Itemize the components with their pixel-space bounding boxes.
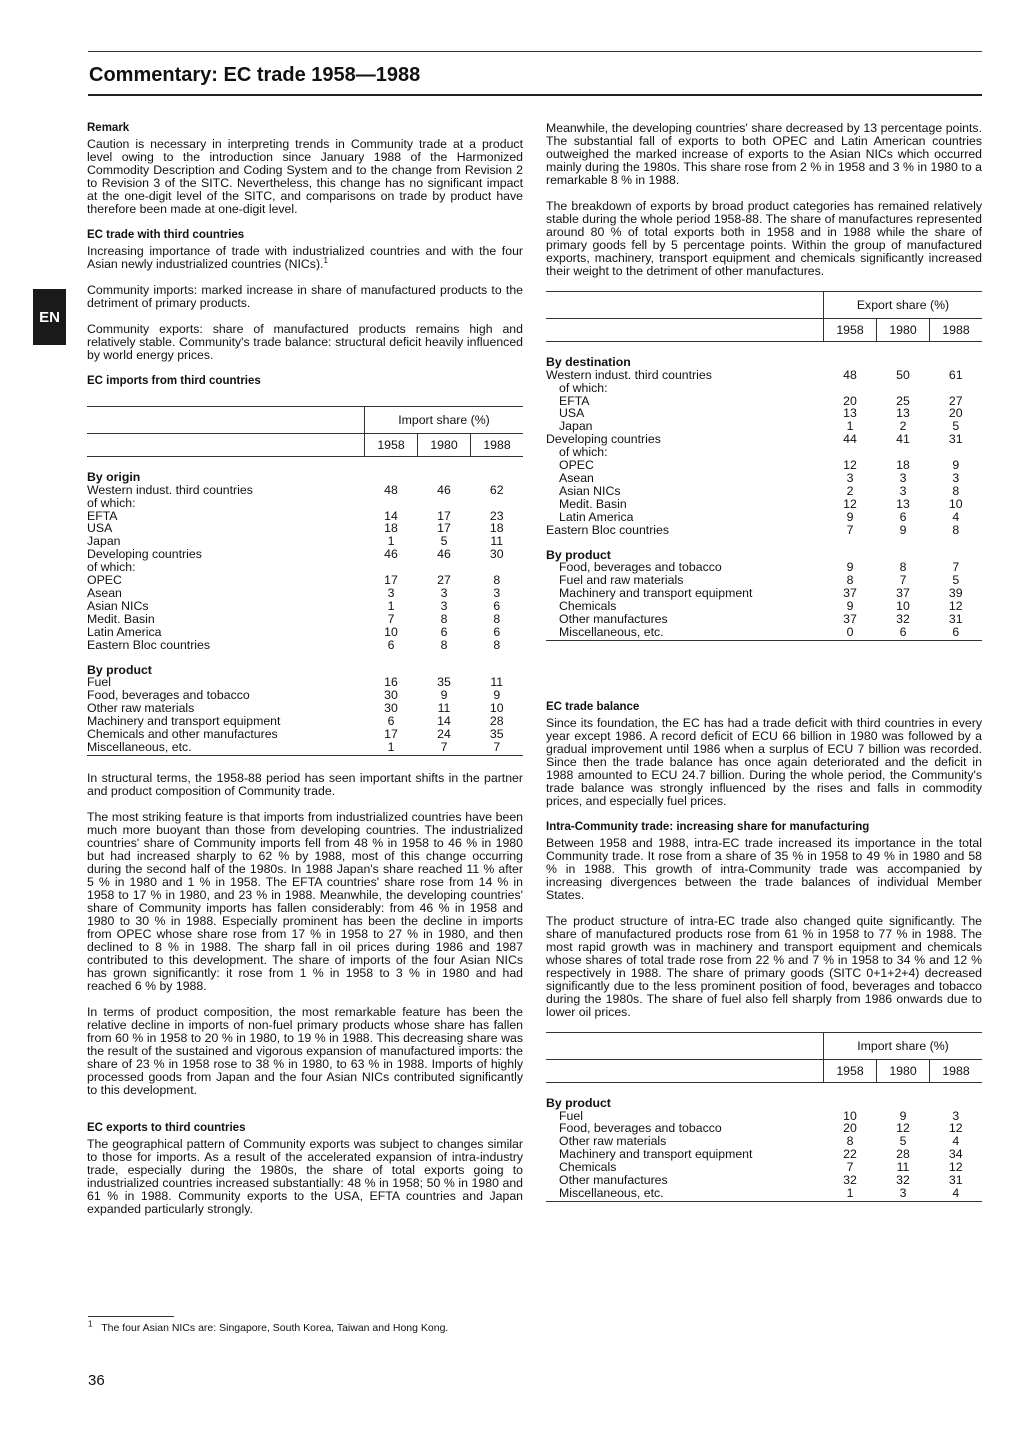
cell-value: 18 xyxy=(384,521,398,536)
row-label: Latin America xyxy=(87,624,162,639)
cell-value: 2 xyxy=(899,419,907,434)
row-label: Food, beverages and tobacco xyxy=(559,1121,722,1136)
cell-value: 18 xyxy=(489,521,504,536)
cell-value: 6 xyxy=(493,624,501,639)
table-row xyxy=(87,574,523,587)
row-label: Medit. Basin xyxy=(87,611,155,626)
cell-value: 5 xyxy=(952,419,960,434)
imports-table xyxy=(87,406,523,756)
cell-value xyxy=(418,497,471,510)
cell-value: 48 xyxy=(384,482,398,497)
year-header: 1958 xyxy=(824,318,877,341)
cell-value: 17 xyxy=(384,727,398,742)
left-column xyxy=(87,122,523,1229)
cell-value: 3 xyxy=(440,598,448,613)
year-header: 1980 xyxy=(418,433,471,456)
meanwhile-paragraph: Meanwhile, the developing countries' share decreased by 13 percentage points. The substantial fall of exports to both OPEC and Latin American countries outweighed the marked increase of exports to the Asian NICs which occurred mainly during the 1980s. This share rose from 2 % in 1958 and 3 % in 1980 to a remarkable 8 % in 1988. xyxy=(546,121,982,187)
year-header: 1988 xyxy=(930,1059,983,1082)
table-row xyxy=(87,548,523,561)
table-row xyxy=(546,433,982,446)
cell-value: 7 xyxy=(846,522,854,537)
imports-heading: EC imports from third countries xyxy=(87,375,261,387)
table-row xyxy=(546,446,982,459)
cell-value: 14 xyxy=(384,508,398,523)
section-title: By product xyxy=(546,547,611,562)
structural-paragraph: In structural terms, the 1958-88 period has seen important shifts in the partner and product composition of Community trade. xyxy=(87,770,523,798)
cell-value: 61 xyxy=(948,367,963,382)
cell-value: 30 xyxy=(489,547,504,562)
row-label: Eastern Bloc countries xyxy=(546,522,670,537)
intra-trade-table xyxy=(546,1032,982,1202)
row-label: Western indust. third countries xyxy=(546,367,712,382)
cell-value: 1 xyxy=(387,534,395,549)
table-row xyxy=(87,561,523,574)
cell-value: 48 xyxy=(843,367,857,382)
row-label: EFTA xyxy=(87,508,118,523)
cell-value: 3 xyxy=(846,470,854,485)
cell-value: 32 xyxy=(896,612,910,627)
cell-value: 4 xyxy=(952,1134,960,1149)
cell-value: 7 xyxy=(846,1160,854,1175)
cell-value: 37 xyxy=(843,612,857,627)
cell-value: 20 xyxy=(843,393,857,408)
cell-value: 8 xyxy=(440,637,448,652)
row-label: Machinery and transport equipment xyxy=(559,1147,753,1162)
table-row xyxy=(87,484,523,497)
cell-value: 62 xyxy=(489,482,504,497)
row-label: Developing countries xyxy=(87,547,202,562)
trade-balance-paragraph: Since its foundation, the EC has had a trade deficit with third countries in every year except 1986. A record deficit of ECU 66 billion in 1980 was followed by a gradual improvement until 1986 when a surplus of ECU 7 billion was recorded. Since then the trade balance has once again deteriorated and the deficit in 1988 amounted to ECU 24.7 billion. During the whole period, the Community's trade balance was strongly influenced by the rises and falls in commodity prices, and especially fuel prices. xyxy=(546,715,982,808)
year-header: 1980 xyxy=(877,1059,930,1082)
row-label: of which: xyxy=(87,560,136,575)
cell-value: 9 xyxy=(899,1108,907,1123)
table-row xyxy=(546,524,982,537)
year-header: 1958 xyxy=(365,433,418,456)
table-row xyxy=(87,587,523,600)
cell-value: 10 xyxy=(489,701,504,716)
row-label: of which: xyxy=(559,380,608,395)
cell-value: 8 xyxy=(952,483,960,498)
table-header: Import share (%) xyxy=(824,1033,983,1059)
cell-value: 5 xyxy=(952,573,960,588)
cell-value: 31 xyxy=(948,1173,963,1188)
row-label: Fuel xyxy=(87,675,111,690)
row-label: Asian NICs xyxy=(87,598,149,613)
cell-value: 17 xyxy=(437,508,451,523)
cell-value: 24 xyxy=(437,727,451,742)
cell-value: 4 xyxy=(930,1187,983,1201)
product-structure-paragraph: The product structure of intra-EC trade also changed quite significantly. The share of manufactured products rose from 61 % in 1958 to 77 % in 1988. The most rapid growth was in machinery and transport equipment and chemicals whose shares of total trade rose from 22 % and 7 % in 1958 to 34 % and 12 % respectively in 1988. The share of primary goods (SITC 0+1+2+4) decreased significantly due to the less prominent position of food, beverages and tobacco during the 1980s. The share of fuel also fell sharply from 1986 onwards due to lower oil prices. xyxy=(546,913,982,1019)
cell-value xyxy=(824,382,877,395)
cell-value: 27 xyxy=(948,393,963,408)
row-label: Miscellaneous, etc. xyxy=(546,626,824,640)
row-label: Food, beverages and tobacco xyxy=(559,560,722,575)
cell-value: 6 xyxy=(387,714,395,729)
cell-value: 22 xyxy=(843,1147,857,1162)
cell-value: 11 xyxy=(896,1160,910,1175)
third-countries-heading: EC trade with third countries xyxy=(87,229,245,241)
cell-value: 8 xyxy=(493,637,501,652)
cell-value: 9 xyxy=(899,522,907,537)
row-label: Chemicals xyxy=(559,1160,617,1175)
striking-paragraph: The most striking feature is that imports from industrialized countries have been much more buoyant than those from developing countries. The industrialized countries' share of Community imports fell from 48 % in 1958 to 46 % in 1980 but had increased sharply to 62 % by 1988, most of this change occurring during the second half of the 1980s. In 1988 Japan's share reached 11 % after 5 % in 1980 and 1 % in 1958. The EFTA countries' share rose from 14 % in 1958 to 17 % in 1980, and 23 % in 1988. Meanwhile, the developing countries' share of Community imports has fallen considerably: from 46 % in 1958 and 1980 to 30 % in 1988. Especially prominent has been the decline in imports from OPEC whose share rose from 17 % in 1958 to 27 % in 1980, and then declined to 8 % in 1988. The sharp fall in oil prices during 1986 and 1987 contributed to this development. The share of imports of the four Asian NICs has grown significantly: it rose from 1 % in 1958 to 3 % in 1980 and had reached 6 % by 1988. xyxy=(87,809,523,993)
cell-value: 10 xyxy=(384,624,398,639)
third-countries-text xyxy=(87,245,523,271)
row-label: Fuel xyxy=(559,1108,583,1123)
table-row xyxy=(87,626,523,639)
table-row xyxy=(87,497,523,510)
table-row xyxy=(546,498,982,511)
footnote-ref: 1 xyxy=(323,255,328,265)
cell-value: 37 xyxy=(896,586,910,601)
row-label: Miscellaneous, etc. xyxy=(546,1187,824,1201)
cell-value xyxy=(365,497,418,510)
cell-value: 1 xyxy=(387,598,395,613)
cell-value: 11 xyxy=(437,701,451,716)
cell-value: 11 xyxy=(490,675,504,690)
year-header: 1980 xyxy=(877,318,930,341)
cell-value: 8 xyxy=(899,560,907,575)
cell-value: 20 xyxy=(843,1121,857,1136)
header-rule-top xyxy=(88,51,982,52)
cell-value: 11 xyxy=(490,534,504,549)
third-countries-sentence: Increasing importance of trade with industrialized countries and with the four Asian newly industrialized countries (NICs). xyxy=(87,244,523,271)
row-label: USA xyxy=(87,521,113,536)
cell-value xyxy=(471,497,524,510)
row-label: Asian NICs xyxy=(559,483,621,498)
exports-summary: Community exports: share of manufactured products remains high and relatively stable. Community's trade balance: structural deficit heavily influenced by world energy prices. xyxy=(87,322,523,362)
cell-value: 12 xyxy=(948,599,963,614)
cell-value: 13 xyxy=(896,406,910,421)
table-row xyxy=(87,728,523,741)
cell-value: 28 xyxy=(489,714,504,729)
table-row xyxy=(87,741,523,755)
cell-value: 8 xyxy=(952,522,960,537)
cell-value: 3 xyxy=(899,470,907,485)
cell-value xyxy=(930,382,983,395)
cell-value: 0 xyxy=(824,626,877,640)
cell-value: 8 xyxy=(846,1134,854,1149)
page-number: 36 xyxy=(88,1372,105,1389)
intra-community-paragraph: Between 1958 and 1988, intra-EC trade increased its importance in the total Community trade. It rose from a share of 35 % in 1958 to 49 % in 1980 and 58 % in 1988. This growth of intra-Community trade was accompanied by increasing divergences between the trade balances of individual Member States. xyxy=(546,835,982,902)
cell-value: 46 xyxy=(437,547,451,562)
table-row xyxy=(87,522,523,535)
row-label: Developing countries xyxy=(546,432,661,447)
table-row xyxy=(546,395,982,408)
cell-value: 31 xyxy=(948,432,963,447)
cell-value: 3 xyxy=(387,585,395,600)
table-row xyxy=(546,407,982,420)
table-row xyxy=(87,613,523,626)
cell-value: 9 xyxy=(952,458,960,473)
breakdown-paragraph: The breakdown of exports by broad product categories has remained relatively stable during the whole period 1958-88. The share of manufactures represented around 80 % of total exports both in 1958 and in 1988 while the share of primary goods fell by 5 percentage points. Within the group of manufactured exports, machinery, transport equipment and chemicals significantly increased their weight to the detriment of other manufactures. xyxy=(546,199,982,278)
remark-text: Caution is necessary in interpreting trends in Community trade at a product level owing to the introduction since January 1988 of the Harmonized Commodity Description and Coding System and to the change from Revision 2 to Revision 3 of the SITC. Nevertheless, this change has no significant impact at the one-digit level of the SITC, and comparisons on trade by product have therefore been made at one-digit level. xyxy=(87,137,523,216)
cell-value: 3 xyxy=(440,585,448,600)
cell-value: 37 xyxy=(843,586,857,601)
table-row xyxy=(546,613,982,626)
cell-value: 39 xyxy=(948,586,963,601)
row-label: Western indust. third countries xyxy=(87,482,253,497)
exports-table xyxy=(546,291,982,641)
row-label: Japan xyxy=(559,419,593,434)
row-label: Japan xyxy=(87,534,121,549)
cell-value: 35 xyxy=(437,675,451,690)
cell-value: 13 xyxy=(843,406,857,421)
cell-value: 9 xyxy=(440,688,448,703)
language-tab: EN xyxy=(33,289,66,345)
cell-value: 28 xyxy=(896,1147,910,1162)
table-row xyxy=(546,626,982,640)
cell-value: 9 xyxy=(493,688,501,703)
cell-value: 3 xyxy=(899,483,907,498)
product-paragraph: In terms of product composition, the most remarkable feature has been the relative decline in imports of non-fuel primary products whose share has fallen from 60 % in 1958 to 20 % in 1980, to 19 % in 1988. This decreasing share was the result of the sustained and vigorous expansion of manufactured imports: the share of 23 % in 1958 rose to 38 % in 1980, to 63 % in 1988. Imports of highly processed goods from Japan and the four Asian NICs contributed significantly to this development. xyxy=(87,1004,523,1097)
cell-value: 32 xyxy=(843,1173,857,1188)
section-title: By product xyxy=(546,1095,611,1110)
row-label: Medit. Basin xyxy=(559,496,627,511)
cell-value: 12 xyxy=(843,496,857,511)
table-header: Import share (%) xyxy=(365,407,524,433)
cell-value: 6 xyxy=(440,624,448,639)
section-title: By product xyxy=(87,662,152,677)
cell-value: 30 xyxy=(384,688,398,703)
row-label: Asean xyxy=(87,585,122,600)
cell-value: 10 xyxy=(896,599,910,614)
section-title: By destination xyxy=(546,354,631,369)
footnote-rule xyxy=(88,1316,174,1317)
cell-value: 9 xyxy=(846,599,854,614)
row-label: Food, beverages and tobacco xyxy=(87,688,250,703)
row-label: USA xyxy=(559,406,585,421)
header-rule-bottom xyxy=(88,94,982,96)
cell-value: 27 xyxy=(437,573,451,588)
row-label: of which: xyxy=(87,495,136,510)
cell-value: 30 xyxy=(384,701,398,716)
row-label: Other raw materials xyxy=(559,1134,667,1149)
row-label: Chemicals xyxy=(559,599,617,614)
cell-value: 2 xyxy=(846,483,854,498)
cell-value: 50 xyxy=(896,367,910,382)
cell-value: 8 xyxy=(846,573,854,588)
cell-value: 17 xyxy=(437,521,451,536)
row-label: OPEC xyxy=(559,458,594,473)
table-row xyxy=(87,639,523,652)
row-label: Fuel and raw materials xyxy=(559,573,684,588)
cell-value: 12 xyxy=(948,1160,963,1175)
cell-value: 20 xyxy=(948,406,963,421)
imports-summary: Community imports: marked increase in share of manufactured products to the detriment of primary products. xyxy=(87,283,523,310)
cell-value: 9 xyxy=(846,560,854,575)
row-label: Other manufactures xyxy=(559,1173,668,1188)
year-header: 1988 xyxy=(930,318,983,341)
cell-value: 1 xyxy=(824,1187,877,1201)
row-label: OPEC xyxy=(87,573,122,588)
table-row xyxy=(546,485,982,498)
footnote-mark: 1 xyxy=(88,1319,93,1329)
cell-value: 7 xyxy=(899,573,907,588)
cell-value: 9 xyxy=(846,509,854,524)
row-label: Asean xyxy=(559,470,594,485)
table-row xyxy=(546,511,982,524)
row-label: EFTA xyxy=(559,393,590,408)
cell-value: 41 xyxy=(896,432,910,447)
exports-paragraph: The geographical pattern of Community exports was subject to changes similar to those for imports. As a result of the accelerated expansion of intra-industry trade, especially during the 1980s, the share of total exports going to industrialized countries increased substantially: 48 % in 1958; 50 % in 1980 and 61 % in 1988. Community exports to the USA, EFTA countries and Japan expanded particularly strongly. xyxy=(87,1136,523,1216)
cell-value: 7 xyxy=(471,741,524,755)
section-title: By origin xyxy=(87,469,141,484)
cell-value: 7 xyxy=(387,611,395,626)
cell-value: 12 xyxy=(843,458,857,473)
cell-value: 8 xyxy=(440,611,448,626)
cell-value: 17 xyxy=(384,573,398,588)
year-header: 1958 xyxy=(824,1059,877,1082)
row-label: Latin America xyxy=(559,509,634,524)
cell-value: 16 xyxy=(384,675,398,690)
row-label: Machinery and transport equipment xyxy=(87,714,281,729)
table-row xyxy=(87,600,523,613)
row-label: Eastern Bloc countries xyxy=(87,637,211,652)
cell-value: 34 xyxy=(948,1147,963,1162)
cell-value: 8 xyxy=(493,573,501,588)
cell-value xyxy=(877,382,930,395)
cell-value: 5 xyxy=(440,534,448,549)
footnote xyxy=(88,1319,449,1335)
table-row xyxy=(546,369,982,382)
cell-value: 1 xyxy=(846,419,854,434)
cell-value: 14 xyxy=(437,714,451,729)
cell-value: 46 xyxy=(384,547,398,562)
row-label: Chemicals and other manufactures xyxy=(87,727,278,742)
cell-value: 6 xyxy=(899,509,907,524)
cell-value: 6 xyxy=(387,637,395,652)
cell-value: 3 xyxy=(493,585,501,600)
cell-value: 6 xyxy=(877,626,930,640)
cell-value: 8 xyxy=(493,611,501,626)
remark-heading: Remark xyxy=(87,122,130,134)
row-label: Other manufactures xyxy=(559,612,668,627)
trade-balance-heading: EC trade balance xyxy=(546,700,640,713)
cell-value: 1 xyxy=(365,741,418,755)
row-label: Machinery and transport equipment xyxy=(559,586,753,601)
exports-heading: EC exports to third countries xyxy=(87,1121,246,1134)
cell-value: 6 xyxy=(493,598,501,613)
cell-value: 7 xyxy=(952,560,960,575)
cell-value: 3 xyxy=(952,1108,960,1123)
cell-value: 25 xyxy=(896,393,910,408)
row-label: Other raw materials xyxy=(87,701,195,716)
table-row xyxy=(87,510,523,523)
cell-value: 44 xyxy=(843,432,857,447)
cell-value: 31 xyxy=(948,612,963,627)
table-row xyxy=(546,1187,982,1201)
table-header: Export share (%) xyxy=(824,292,983,318)
cell-value: 4 xyxy=(952,509,960,524)
footnote-text: The four Asian NICs are: Singapore, South Korea, Taiwan and Hong Kong. xyxy=(101,1322,449,1334)
cell-value: 12 xyxy=(896,1121,910,1136)
cell-value: 7 xyxy=(418,741,471,755)
cell-value: 10 xyxy=(843,1108,857,1123)
table-row xyxy=(546,459,982,472)
cell-value: 12 xyxy=(948,1121,963,1136)
page-title: Commentary: EC trade 1958—1988 xyxy=(89,64,421,86)
row-label: Miscellaneous, etc. xyxy=(87,741,365,755)
cell-value: 10 xyxy=(948,496,963,511)
table-row xyxy=(546,472,982,485)
cell-value: 3 xyxy=(877,1187,930,1201)
row-label: of which: xyxy=(559,445,608,460)
cell-value: 35 xyxy=(489,727,504,742)
cell-value: 23 xyxy=(489,508,504,523)
cell-value: 32 xyxy=(896,1173,910,1188)
cell-value: 18 xyxy=(896,458,910,473)
table-row xyxy=(546,382,982,395)
cell-value: 5 xyxy=(899,1134,907,1149)
year-header: 1988 xyxy=(471,433,524,456)
cell-value: 3 xyxy=(952,470,960,485)
cell-value: 6 xyxy=(930,626,983,640)
cell-value: 46 xyxy=(437,482,451,497)
cell-value: 13 xyxy=(896,496,910,511)
intra-community-heading: Intra-Community trade: increasing share for manufacturing xyxy=(546,820,870,833)
right-column xyxy=(546,122,982,1218)
